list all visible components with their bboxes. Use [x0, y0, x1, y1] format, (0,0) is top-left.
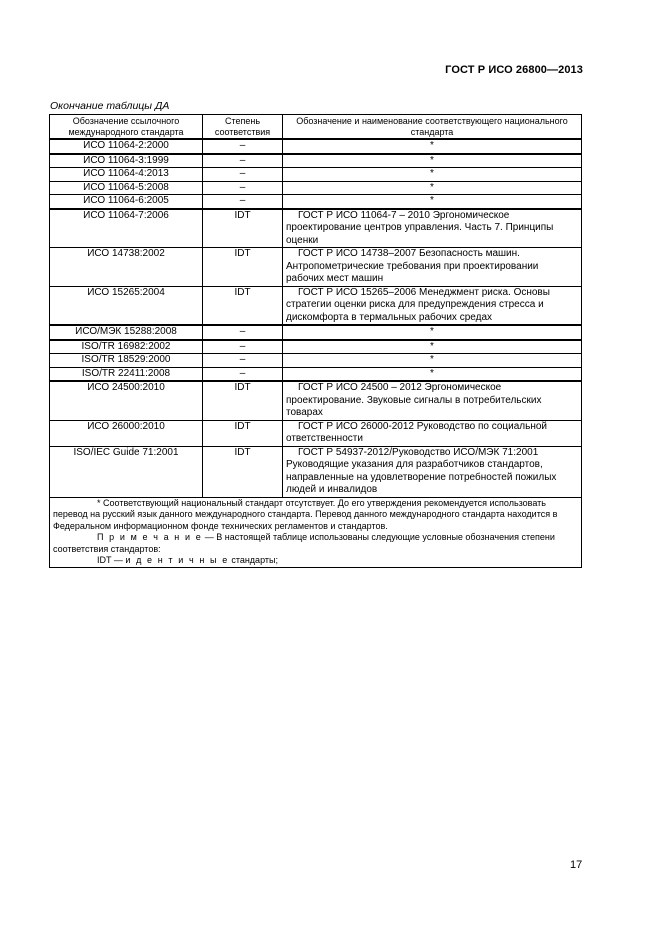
column-header-national: Обозначение и наименование соответствующего национального стандарта [283, 115, 582, 140]
table-row [50, 181, 582, 195]
cell-reference: ИСО 11064-2:2000 [50, 139, 203, 154]
cell-degree: – [203, 325, 283, 340]
cell-national: * [283, 154, 582, 168]
cell-national: * [283, 181, 582, 195]
table-row [50, 325, 582, 340]
table-row [50, 286, 582, 325]
table-caption: Окончание таблицы ДА [50, 100, 170, 112]
national-standard-text: ГОСТ Р ИСО 11064-7 – 2010 Эргономическое проектирование центров управления. Часть 7. Принципы оценки [286, 209, 554, 246]
correspondence-table [49, 114, 582, 568]
note-paragraph [53, 532, 578, 555]
cell-national: * [283, 367, 582, 381]
cell-national: * [283, 139, 582, 154]
page-number: 17 [570, 859, 583, 871]
cell-reference: ИСО 26000:2010 [50, 420, 203, 446]
cell-reference: ISO/IEC Guide 71:2001 [50, 446, 203, 497]
notes-row [50, 497, 582, 567]
cell-reference: ИСО 24500:2010 [50, 381, 203, 420]
cell-reference: ИСО/МЭК 15288:2008 [50, 325, 203, 340]
table-row [50, 381, 582, 420]
cell-degree: – [203, 139, 283, 154]
national-standard-text: ГОСТ Р 54937-2012/Руководство ИСО/МЭК 71:2001 Руководящие указания для разработчиков стандартов, направленные на удовлетворение потребностей пожилых людей и инвалидов [286, 446, 557, 495]
cell-reference: ИСО 11064-7:2006 [50, 209, 203, 248]
cell-national [283, 446, 582, 497]
cell-degree: IDT [203, 248, 283, 287]
column-header-reference: Обозначение ссылочного международного стандарта [50, 115, 203, 140]
cell-degree: IDT [203, 286, 283, 325]
cell-degree: IDT [203, 420, 283, 446]
cell-national [283, 286, 582, 325]
table-row [50, 154, 582, 168]
table-row [50, 195, 582, 209]
cell-degree: – [203, 367, 283, 381]
cell-degree: – [203, 181, 283, 195]
column-header-degree: Степень соответствия [203, 115, 283, 140]
table-row [50, 139, 582, 154]
cell-degree: – [203, 195, 283, 209]
table-row [50, 248, 582, 287]
idt-word: и д е н т и ч н ы е [125, 555, 229, 565]
cell-reference: ISO/TR 18529:2000 [50, 354, 203, 368]
national-standard-text: ГОСТ Р ИСО 24500 – 2012 Эргономическое проектирование. Звуковые сигналы в потребительских товарах [286, 382, 542, 418]
national-standard-text: ГОСТ Р ИСО 15265–2006 Менеджмент риска. Основы стратегии оценки риска для предупреждения стресса и дискомфорта в термальных рабочих средах [286, 286, 550, 323]
table-row [50, 420, 582, 446]
cell-degree: – [203, 340, 283, 354]
cell-national: * [283, 195, 582, 209]
national-standard-text: ГОСТ Р ИСО 14738–2007 Безопасность машин. Антропометрические требования при проектировании рабочих мест машин [286, 248, 539, 284]
cell-reference: ИСО 11064-4:2013 [50, 168, 203, 182]
cell-degree: – [203, 354, 283, 368]
cell-national: * [283, 354, 582, 368]
table-notes [50, 497, 582, 567]
cell-reference: ИСО 15265:2004 [50, 286, 203, 325]
cell-reference: ИСО 11064-3:1999 [50, 154, 203, 168]
cell-reference: ISO/TR 16982:2002 [50, 340, 203, 354]
note-label: П р и м е ч а н и е [97, 532, 203, 542]
cell-degree: IDT [203, 446, 283, 497]
cell-national [283, 248, 582, 287]
cell-reference: ISO/TR 22411:2008 [50, 367, 203, 381]
cell-reference: ИСО 11064-5:2008 [50, 181, 203, 195]
cell-national [283, 381, 582, 420]
cell-reference: ИСО 14738:2002 [50, 248, 203, 287]
cell-national: * [283, 340, 582, 354]
table-row [50, 209, 582, 248]
cell-reference: ИСО 11064-6:2005 [50, 195, 203, 209]
cell-national: * [283, 325, 582, 340]
idt-definition [53, 555, 578, 567]
note-text: — В настоящей таблице использованы следующие условные обозначения степени соответствия стандартов: [53, 532, 555, 554]
idt-code: IDT — [97, 555, 123, 565]
table-row [50, 367, 582, 381]
cell-degree: IDT [203, 381, 283, 420]
national-standard-text: ГОСТ Р ИСО 26000-2012 Руководство по социальной ответственности [286, 420, 547, 444]
cell-national [283, 420, 582, 446]
cell-national [283, 209, 582, 248]
table-row [50, 354, 582, 368]
footnote-text: * Соответствующий национальный стандарт отсутствует. До его утверждения рекомендуется использовать перевод на русский язык данного международного стандарта. Перевод данного международного стандарта находится в Федеральном информационном фонде технических регламентов и стандартов. [53, 497, 558, 531]
cell-degree: IDT [203, 209, 283, 248]
table-row [50, 340, 582, 354]
table-row [50, 168, 582, 182]
document-code: ГОСТ Р ИСО 26800—2013 [445, 64, 583, 76]
cell-national: * [283, 168, 582, 182]
cell-degree: – [203, 154, 283, 168]
table-row [50, 446, 582, 497]
cell-degree: – [203, 168, 283, 182]
table-header-row [50, 115, 582, 140]
idt-rest: стандарты; [228, 555, 278, 565]
